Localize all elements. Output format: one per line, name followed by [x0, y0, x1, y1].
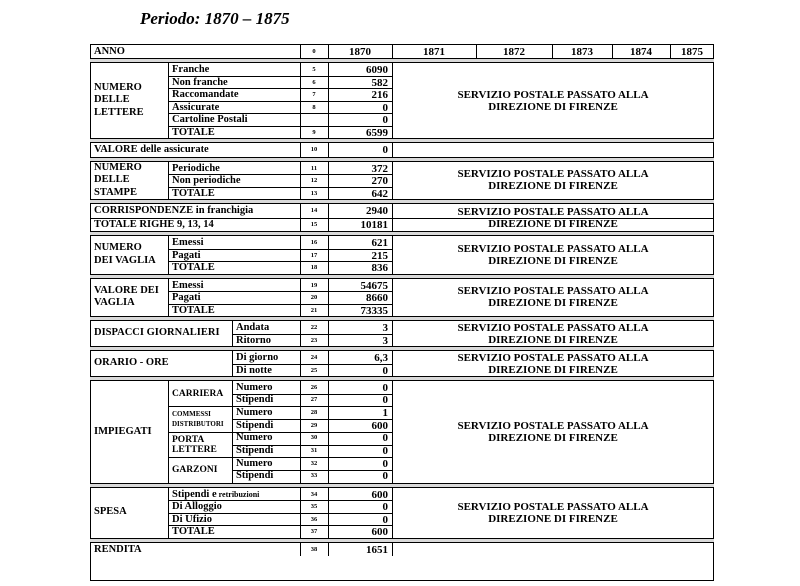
row-code: 35	[310, 503, 318, 511]
row-code: 37	[310, 528, 318, 536]
row-value: 6599	[366, 126, 388, 139]
row-label: Numero	[236, 406, 273, 418]
row-code: 8	[312, 103, 316, 111]
section-separator	[90, 199, 714, 204]
rendita-label: RENDITA	[94, 543, 142, 555]
row-divider	[168, 432, 232, 433]
row-label: Emessi	[172, 237, 204, 248]
section-separator	[90, 138, 714, 143]
row-value: 1	[382, 406, 388, 419]
row-divider	[90, 44, 714, 45]
column-divider	[612, 44, 613, 58]
row-value: 0	[382, 432, 388, 445]
column-divider	[300, 236, 301, 274]
row-code: 27	[310, 396, 318, 404]
note-line-2: DIREZIONE DI FIRENZE	[488, 512, 618, 525]
note-line-1: SERVIZIO POSTALE PASSATO ALLA	[457, 168, 649, 181]
column-divider	[232, 381, 233, 483]
column-divider	[300, 162, 301, 200]
column-divider	[328, 162, 329, 200]
impiegati-group-label: LETTERE	[172, 444, 217, 455]
note-line-1: SERVIZIO POSTALE PASSATO ALLA	[457, 351, 649, 364]
lettere-label-0: NUMERO	[94, 81, 142, 93]
row-value: 836	[371, 262, 388, 274]
column-divider	[328, 381, 329, 483]
row-label: Periodiche	[172, 162, 220, 174]
row-label: Di Ufizio	[172, 513, 212, 525]
year-header-1872: 1872	[503, 46, 525, 58]
column-divider	[670, 44, 671, 58]
anno-header: ANNO	[94, 46, 125, 57]
row-value: 621	[371, 237, 388, 249]
row-code: 28	[310, 408, 318, 416]
row-code: 6	[312, 78, 316, 86]
orario-label-0: ORARIO - ORE	[94, 357, 169, 369]
note-line-1: SERVIZIO POSTALE PASSATO ALLA	[457, 88, 649, 101]
row-code: 9	[312, 128, 316, 136]
column-divider	[300, 543, 301, 557]
row-value: 600	[371, 419, 388, 432]
note-line-1: SERVIZIO POSTALE PASSATO ALLA	[457, 205, 649, 218]
row-code: 36	[310, 515, 318, 523]
column-divider	[392, 543, 393, 557]
column-divider	[328, 143, 329, 157]
row-divider	[168, 406, 232, 407]
row-label: Non franche	[172, 76, 228, 88]
column-divider	[232, 351, 233, 376]
row-code: 13	[310, 189, 318, 197]
row-value: 600	[371, 488, 388, 501]
row-value: 0	[382, 445, 388, 457]
row-value: 3	[382, 322, 388, 334]
row-label: Stipendi	[236, 419, 274, 431]
row-value: 2940	[366, 205, 388, 217]
section-separator	[90, 483, 714, 488]
row-code: 22	[310, 324, 318, 331]
row-label-small: retribuzioni	[216, 489, 260, 499]
row-label: Raccomandate	[172, 89, 239, 100]
row-label: Cartoline Postali	[172, 114, 248, 125]
row-value: 600	[371, 526, 388, 539]
note-line-2: DIREZIONE DI FIRENZE	[488, 180, 618, 193]
row-value: 8660	[366, 292, 388, 304]
franchigia-label: CORRISPONDENZE in franchigia	[94, 205, 254, 216]
row-label: Numero	[236, 381, 273, 393]
row-value: 372	[371, 162, 388, 175]
row-value: 0	[382, 394, 388, 407]
row-label: Numero	[236, 457, 273, 469]
column-divider	[552, 44, 553, 58]
row-label: Stipendi	[236, 394, 274, 406]
section-separator	[90, 538, 714, 543]
totale_righe-label: TOTALE RIGHE 9, 13, 14	[94, 218, 214, 230]
row-value: 0	[382, 513, 388, 526]
row-code: 11	[310, 164, 318, 172]
impiegati-label: IMPIEGATI	[94, 425, 152, 437]
row-code: 5	[312, 66, 316, 73]
column-divider	[328, 321, 329, 346]
valore_vaglia-label-1: VAGLIA	[94, 297, 135, 309]
note-line-2: DIREZIONE DI FIRENZE	[488, 297, 618, 310]
row-label: TOTALE	[172, 526, 215, 538]
row-divider	[90, 580, 714, 581]
column-divider	[476, 44, 477, 58]
section-separator	[90, 346, 714, 351]
section-separator	[90, 376, 714, 381]
row-code: 12	[310, 177, 318, 184]
column-divider	[300, 44, 301, 58]
column-divider	[300, 63, 301, 138]
page-title: Periodo: 1870 – 1875	[140, 9, 290, 28]
row-label: Emessi	[172, 279, 204, 291]
row-code: 17	[310, 251, 318, 259]
spesa-label-0: SPESA	[94, 506, 127, 518]
lettere-label-1: DELLE	[94, 94, 130, 106]
row-label: Stipendi	[236, 470, 274, 482]
column-divider	[328, 351, 329, 376]
row-code: 10	[310, 146, 318, 153]
row-value: 1651	[366, 543, 388, 556]
row-code: 34	[310, 490, 318, 498]
column-divider	[168, 236, 169, 274]
vaglia-label-0: NUMERO	[94, 242, 142, 254]
column-divider	[300, 321, 301, 346]
note-line-1: SERVIZIO POSTALE PASSATO ALLA	[457, 500, 649, 513]
row-label: Di notte	[236, 364, 272, 376]
row-code: 20	[310, 294, 318, 301]
row-value: 216	[371, 89, 388, 101]
column-divider	[328, 488, 329, 538]
section-separator	[90, 274, 714, 279]
dispacci-label-0: DISPACCI GIORNALIERI	[94, 327, 220, 339]
impiegati-group-label: CARRIERA	[172, 388, 224, 399]
row-label: TOTALE	[172, 304, 215, 316]
column-divider	[168, 279, 169, 317]
row-value: 0	[382, 501, 388, 514]
row-value: 0	[382, 470, 388, 483]
impiegati-group-label: DISTRIBUTORI	[172, 420, 224, 429]
row-code: 30	[310, 434, 318, 442]
row-label: Numero	[236, 432, 273, 444]
impiegati-group-label: PORTA	[172, 434, 205, 445]
row-label: TOTALE	[172, 262, 215, 273]
year-header-1875: 1875	[681, 46, 703, 58]
column-divider	[168, 381, 169, 483]
year-header-1873: 1873	[571, 46, 593, 58]
row-code: 21	[310, 306, 318, 314]
row-label: Stipendi	[236, 445, 274, 456]
note-line-1: SERVIZIO POSTALE PASSATO ALLA	[457, 242, 649, 255]
column-divider	[90, 44, 91, 581]
stampe-label-1: DELLE	[94, 174, 130, 185]
column-divider	[168, 63, 169, 138]
column-divider	[392, 143, 393, 157]
stampe-label-0: NUMERO	[94, 161, 142, 173]
row-code: 16	[310, 239, 318, 246]
note-line-1: SERVIZIO POSTALE PASSATO ALLA	[457, 285, 649, 298]
row-value: 0	[382, 364, 388, 377]
lettere-label-2: LETTERE	[94, 106, 144, 118]
row-value: 215	[371, 249, 388, 262]
note-line-2: DIREZIONE DI FIRENZE	[488, 217, 618, 230]
row-value: 0	[382, 381, 388, 394]
row-value: 0	[382, 457, 388, 470]
impiegati-group-label: COMMESSI	[172, 410, 211, 419]
row-code: 18	[310, 264, 318, 271]
column-divider	[232, 321, 233, 346]
year-header-1874: 1874	[630, 46, 652, 58]
column-divider	[328, 204, 329, 218]
statistics-table	[90, 44, 714, 580]
column-divider	[300, 279, 301, 317]
row-value: 6090	[366, 64, 388, 76]
row-value: 10181	[360, 218, 388, 231]
column-divider	[300, 204, 301, 218]
valore_vaglia-label-0: VALORE DEI	[94, 284, 159, 296]
year-header-1870: 1870	[349, 46, 371, 58]
row-label: Pagati	[172, 292, 201, 303]
row-code: 26	[310, 383, 318, 391]
anno-code: 0	[312, 48, 316, 55]
year-header-1871: 1871	[423, 46, 445, 58]
row-code: 38	[310, 545, 318, 553]
row-label: TOTALE	[172, 126, 215, 138]
row-label: Di giorno	[236, 352, 279, 363]
row-label: Ritorno	[236, 334, 271, 346]
row-divider	[168, 457, 232, 458]
row-value: 582	[371, 76, 388, 89]
column-divider	[328, 279, 329, 317]
note-line-2: DIREZIONE DI FIRENZE	[488, 431, 618, 444]
row-value: 73335	[360, 304, 388, 317]
column-divider	[328, 543, 329, 557]
note-line-1: SERVIZIO POSTALE PASSATO ALLA	[457, 321, 649, 334]
section-separator	[90, 58, 714, 63]
row-label: TOTALE	[172, 187, 215, 199]
row-code: 19	[310, 281, 318, 289]
row-code: 15	[310, 220, 318, 228]
column-divider	[328, 218, 329, 232]
row-code: 29	[310, 421, 318, 429]
note-line-2: DIREZIONE DI FIRENZE	[488, 254, 618, 267]
row-label: Franche	[172, 64, 210, 75]
row-value: 3	[382, 334, 388, 347]
column-divider	[392, 44, 393, 58]
row-label: Di Alloggio	[172, 501, 222, 513]
row-code: 25	[310, 366, 318, 374]
column-divider	[168, 488, 169, 538]
row-value: 0	[382, 114, 388, 126]
vaglia-label-1: DEI VAGLIA	[94, 254, 156, 266]
column-divider	[328, 63, 329, 138]
row-code: 33	[310, 472, 318, 480]
row-value: 270	[371, 175, 388, 187]
row-value: 54675	[360, 279, 388, 292]
row-label: Pagati	[172, 249, 201, 261]
row-code: 32	[310, 459, 318, 467]
column-divider	[300, 381, 301, 483]
row-label: Assicurate	[172, 101, 220, 113]
note-line-2: DIREZIONE DI FIRENZE	[488, 100, 618, 113]
column-divider	[300, 143, 301, 157]
section-separator	[90, 157, 714, 162]
column-divider	[300, 488, 301, 538]
section-separator	[90, 316, 714, 321]
column-divider	[328, 44, 329, 58]
column-divider	[328, 236, 329, 274]
stampe-label-2: STAMPE	[94, 186, 137, 198]
row-code: 23	[310, 336, 318, 344]
row-label: Non periodiche	[172, 175, 241, 186]
row-value: 0	[382, 144, 388, 156]
column-divider	[300, 351, 301, 376]
impiegati-group-label: GARZONI	[172, 464, 218, 475]
row-value: 6,3	[374, 352, 388, 364]
row-code: 31	[310, 447, 318, 454]
valore_assicurate-label: VALORE delle assicurate	[94, 144, 209, 155]
row-code: 24	[310, 354, 318, 361]
row-label: Stipendi e retribuzioni	[172, 488, 260, 500]
note-line-1: SERVIZIO POSTALE PASSATO ALLA	[457, 419, 649, 432]
row-label: Andata	[236, 322, 270, 333]
column-divider	[300, 218, 301, 232]
column-divider	[168, 162, 169, 200]
note-line-2: DIREZIONE DI FIRENZE	[488, 333, 618, 346]
row-code: 7	[312, 91, 316, 98]
row-code: 14	[310, 207, 318, 214]
note-line-2: DIREZIONE DI FIRENZE	[488, 363, 618, 376]
row-value: 0	[382, 101, 388, 114]
row-value: 642	[371, 187, 388, 200]
section-separator	[90, 231, 714, 236]
